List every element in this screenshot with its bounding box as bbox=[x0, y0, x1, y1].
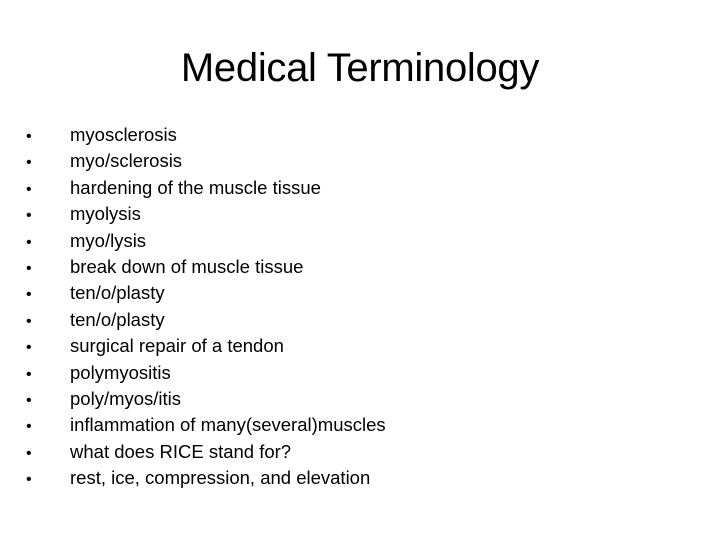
bullet-icon: • bbox=[26, 180, 32, 198]
bullet-text: ten/o/plasty bbox=[70, 282, 165, 304]
bullet-icon: • bbox=[26, 154, 32, 172]
list-item bbox=[26, 254, 706, 280]
bullet-text: hardening of the muscle tissue bbox=[70, 176, 321, 198]
list-item bbox=[26, 333, 706, 359]
list-item bbox=[26, 412, 706, 438]
bullet-text: myo/sclerosis bbox=[70, 150, 183, 172]
list-item bbox=[26, 175, 706, 201]
bullet-text: myo/lysis bbox=[70, 229, 147, 251]
list-item bbox=[26, 122, 706, 148]
bullet-text: myolysis bbox=[70, 203, 141, 225]
bullet-text: myosclerosis bbox=[70, 124, 177, 145]
bullet-text: break down of muscle tissue bbox=[70, 255, 304, 277]
bullet-icon: • bbox=[26, 391, 32, 409]
bullet-icon: • bbox=[26, 471, 32, 489]
bullet-icon: • bbox=[26, 444, 32, 462]
list-item bbox=[26, 280, 706, 306]
bullet-icon: • bbox=[26, 365, 32, 383]
bullet-icon: • bbox=[26, 233, 32, 251]
slide-title: Medical Terminology bbox=[180, 46, 540, 90]
bullet-text: ten/o/plasty bbox=[70, 308, 165, 330]
bullet-icon: • bbox=[26, 286, 32, 304]
bullet-icon: • bbox=[26, 339, 32, 357]
list-item bbox=[26, 148, 706, 174]
list-item bbox=[26, 386, 706, 412]
bullet-icon: • bbox=[26, 312, 32, 330]
bullet-text: inflammation of many(several)muscles bbox=[70, 414, 386, 436]
bullet-text: surgical repair of a tendon bbox=[70, 335, 284, 357]
bullet-text: rest, ice, compression, and elevation bbox=[70, 467, 371, 489]
bullet-list bbox=[26, 122, 706, 491]
bullet-text: poly/myos/itis bbox=[70, 387, 182, 409]
list-item bbox=[26, 439, 706, 465]
list-item bbox=[26, 465, 706, 491]
list-item bbox=[26, 228, 706, 254]
list-item bbox=[26, 360, 706, 386]
bullet-text: polymyositis bbox=[70, 361, 171, 383]
list-item bbox=[26, 307, 706, 333]
bullet-text: what does RICE stand for? bbox=[70, 440, 292, 462]
bullet-icon: • bbox=[26, 128, 32, 145]
bullet-icon: • bbox=[26, 259, 32, 277]
bullet-icon: • bbox=[26, 418, 32, 436]
bullet-icon: • bbox=[26, 207, 32, 225]
list-item bbox=[26, 201, 706, 227]
